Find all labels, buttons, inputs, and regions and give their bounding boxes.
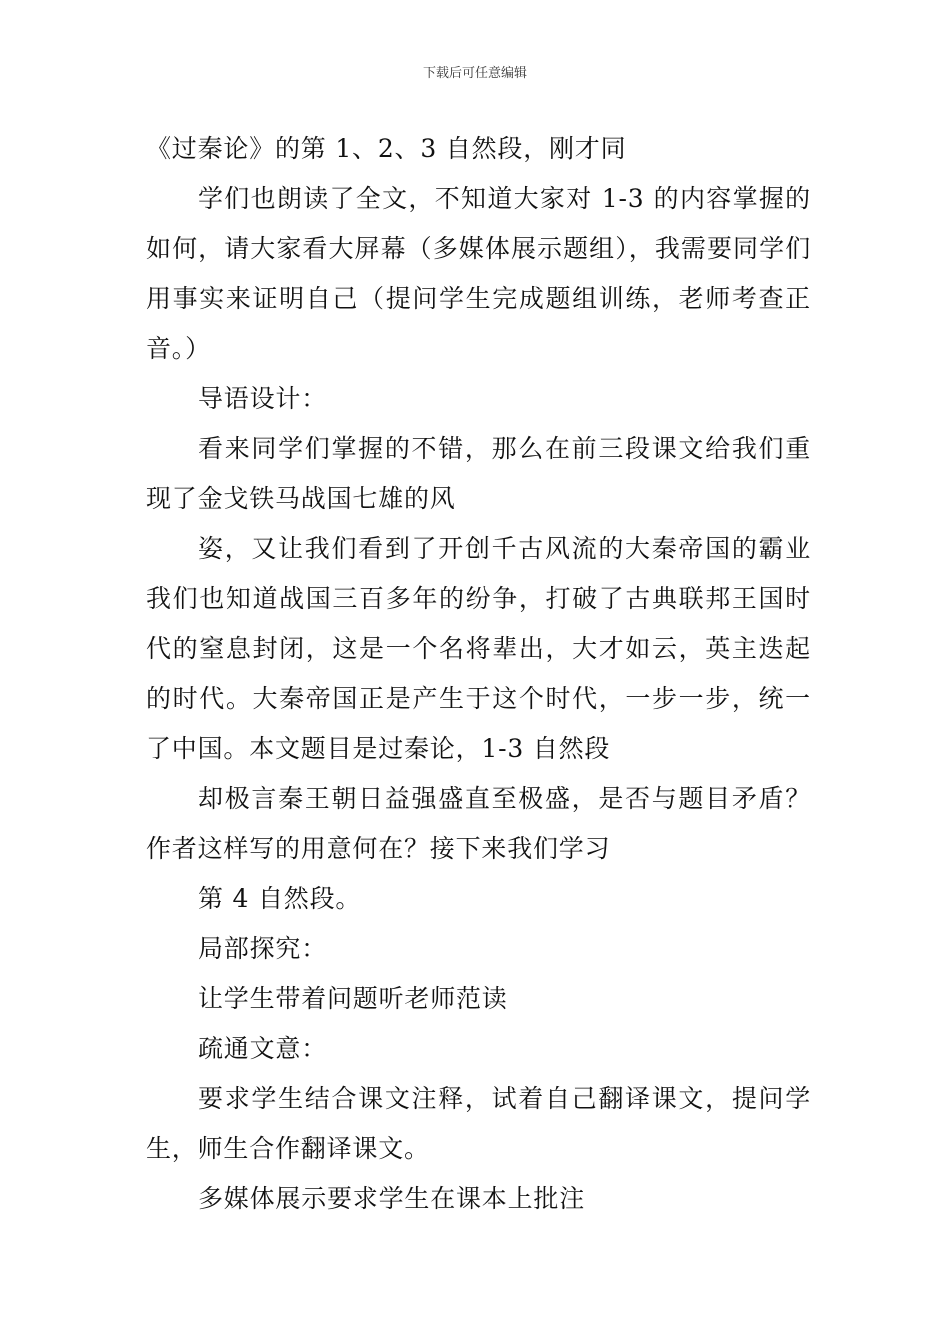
paragraph-6: 却极言秦王朝日益强盛直至极盛，是否与题目矛盾？作者这样写的用意何在？接下来我们学习 [146,784,811,863]
document-body [146,124,811,1224]
paragraph-8: 局部探究： [198,934,328,963]
paragraph-3: 导语设计： [198,384,328,413]
paragraph-12: 多媒体展示要求学生在课本上批注 [198,1184,586,1213]
paragraph-2: 学们也朗读了全文，不知道大家对 1-3 的内容掌握的如何，请大家看大屏幕（多媒体展示题组），我需要同学们用事实来证明自己（提问学生完成题组训练，老师考查正音。） [146,184,811,363]
paragraph-10: 疏通文意： [198,1034,328,1063]
paragraph-4: 看来同学们掌握的不错，那么在前三段课文给我们重现了金戈铁马战国七雄的风 [146,434,811,513]
paragraph-11: 要求学生结合课文注释，试着自己翻译课文，提问学生，师生合作翻译课文。 [146,1084,811,1163]
paragraph-1: 《过秦论》的第 1、2、3 自然段，刚才同 [146,134,627,163]
paragraph-9: 让学生带着问题听老师范读 [198,984,508,1013]
paragraph-7: 第 4 自然段。 [198,884,362,913]
paragraph-5: 姿，又让我们看到了开创千古风流的大秦帝国的霸业我们也知道战国三百多年的纷争，打破了古典联邦王国时代的窒息封闭，这是一个名将辈出，大才如云，英主迭起的时代。大秦帝国正是产生于这个时代，一步一步，统一了中国。本文题目是过秦论，1-3 自然段 [146,534,811,763]
page-header-note: 下载后可任意编辑 [422,66,527,81]
